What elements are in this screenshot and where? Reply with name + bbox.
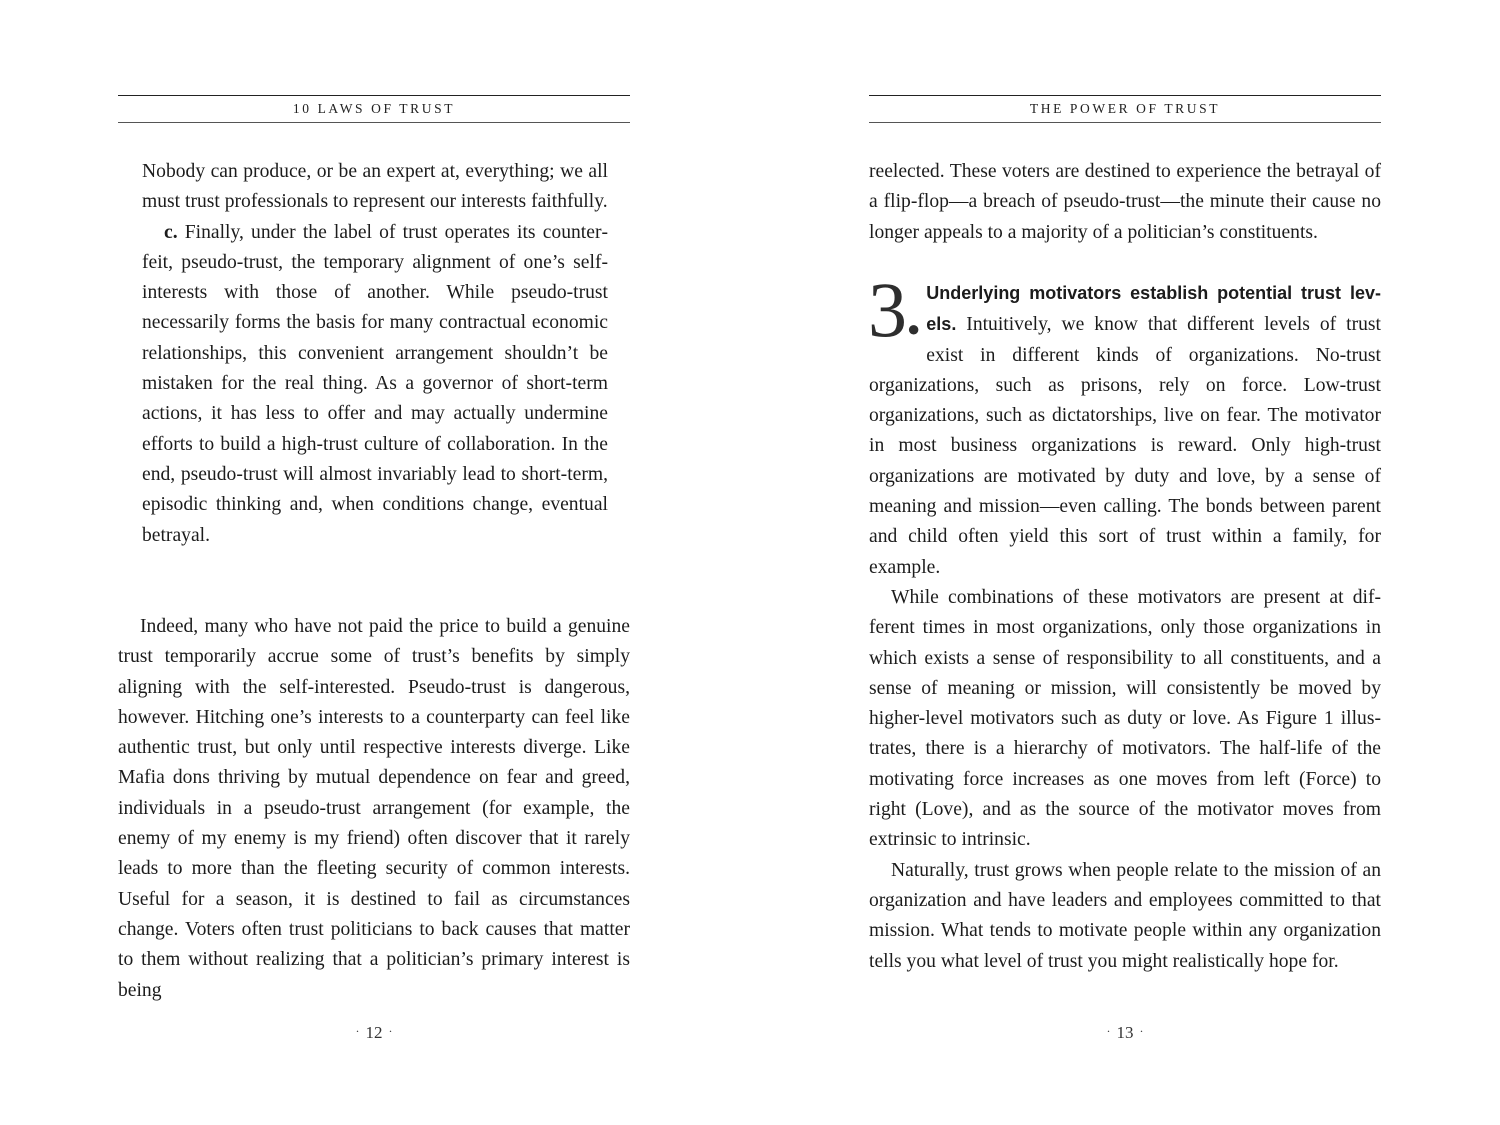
indented-list-block <box>142 157 608 551</box>
folio-dot: · <box>355 1024 360 1038</box>
list-item-c <box>142 218 608 551</box>
running-head: 10 LAWS OF TRUST <box>118 95 630 123</box>
drop-cap <box>868 266 921 359</box>
list-paragraph: Nobody can produce, or be an expert at, everything; we all must trust professionals to represent our interests faithfully. <box>142 161 608 213</box>
paragraph: Indeed, many who have not paid the price to build a genuine trust temporarily accrue some of trust’s benefits by simply aligning with the self-interested. Pseudo-trust is dangerous, however. Hitching one’s interests to a counterparty can feel like authentic trust, but only until respective interests diverge. Like Mafia dons thriving by mutual dependence on fear and greed, individuals in a pseudo-trust arrangement (for example, the enemy of my enemy is my friend) often discover that it rarely leads to more than the fleeting security of common interests. Useful for a season, it is destined to fail as circumstances change. Voters often trust politicians to back causes that matter to them without realizing that a politician’s primary interest is being <box>118 616 630 1001</box>
paragraph: reelected. These voters are destined to experience the betrayal of a flip-flop—a breach of pseudo-trust—the minute their cause no longer appeals to a majority of a politician’s constituents. <box>869 161 1381 243</box>
law-text: Intuitively, we know that different levels of trust exist in different kinds of organizations. No-trust organizations, such as prisons, rely on force. Low-trust organizations, such as dictatorships, live on fear. The motivator in most business organizations is reward. Only high-trust organizations are motivated by duty and love, by a sense of meaning and mission—even calling. The bonds between parent and child often yield this sort of trust within a family, for example. <box>869 314 1381 578</box>
drop-cap-dot: ● <box>907 316 921 341</box>
right-page <box>869 0 1381 1125</box>
law-number: 3 <box>868 266 907 353</box>
page-number <box>869 1023 1381 1043</box>
page-number <box>118 1023 630 1043</box>
list-label: c. <box>164 221 178 243</box>
folio-dot: · <box>1139 1024 1144 1038</box>
running-head: THE POWER OF TRUST <box>869 95 1381 123</box>
list-item-text: Finally, under the label of trust operates its counterfeit, pseudo-trust, the temporary alignment of one’s self-interests with those of another. While pseudo-trust necessarily forms the basis for many contractual economic relationships, this convenient arrangement shouldn’t be mistaken for the real thing. As a governor of short-term actions, it has less to offer and may actually undermine efforts to build a high-trust culture of collaboration. In the end, pseudo-trust will almost invariably lead to short-term, episodic thinking and, when conditions change, eventual betrayal. <box>142 221 608 546</box>
folio-dot: · <box>388 1024 393 1038</box>
body-text <box>118 612 630 1006</box>
left-page <box>118 0 630 1125</box>
law-section <box>868 266 1381 977</box>
folio-number: 12 <box>365 1023 383 1042</box>
folio-number: 13 <box>1116 1023 1134 1042</box>
body-text <box>869 157 1381 248</box>
law-paragraph <box>868 266 1381 583</box>
paragraph: Naturally, trust grows when people relate to the mission of an organization and have leaders and employees committed to that mission. What tends to motivate people within any organization tells you what level of trust you might realistically hope for. <box>869 859 1381 972</box>
folio-dot: · <box>1106 1024 1111 1038</box>
law-heading: Underlying motivators establish potential trust levels. <box>926 283 1381 335</box>
paragraph: While combinations of these motivators are present at different times in most organizations, only those organizations in which exists a sense of responsibility to all constituents, and a sense of meaning or mission, will consistently be moved by higher-level motivators such as duty or love. As Figure 1 illustrates, there is a hierarchy of motivators. The half-life of the motivating force increases as one moves from left (Force) to right (Love), and as the source of the motivator moves from extrinsic to intrinsic. <box>869 586 1381 851</box>
